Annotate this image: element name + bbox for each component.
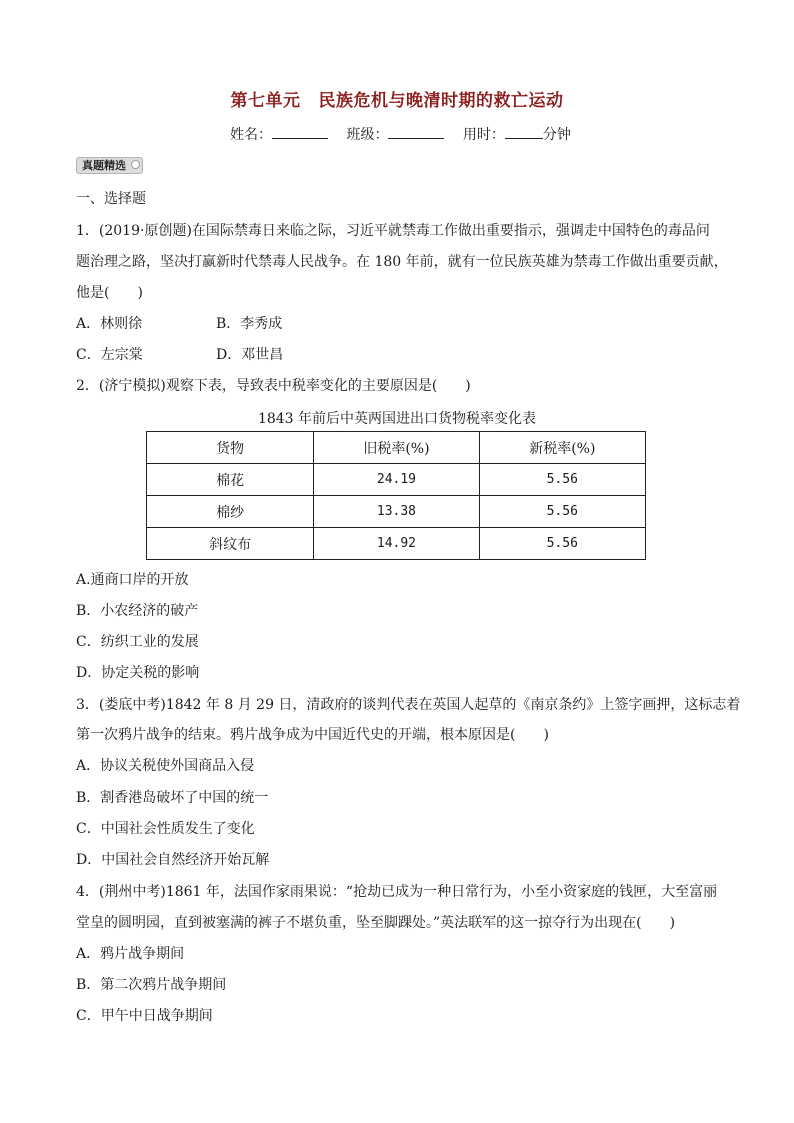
q3-option-a: A．协议关税使外国商品入侵 — [76, 758, 255, 774]
table-cell-old-rate: 14.92 — [314, 528, 479, 560]
q2-option-b: B．小农经济的破产 — [76, 603, 199, 619]
table-cell-new-rate: 5.56 — [479, 528, 645, 560]
q4-option-c: C．甲午中日战争期间 — [76, 1008, 213, 1024]
q3-stem-line1: 3．(娄底中考)1842 年 8 月 29 日，清政府的谈判代表在英国人起草的《南京条约》上签字画押，这标志着 — [76, 697, 741, 713]
badge-dot-icon — [131, 160, 140, 169]
section-heading: 一、选择题 — [76, 191, 146, 207]
q1-option-d: D．邓世昌 — [216, 347, 284, 363]
table-row — [147, 464, 646, 496]
time-unit: 分钟 — [542, 127, 571, 143]
student-info — [230, 124, 585, 144]
table-title: 1843 年前后中英两国进出口货物税率变化表 — [257, 411, 537, 427]
title-unit: 第七单元 — [230, 91, 301, 111]
q4-option-a: A．鸦片战争期间 — [76, 946, 185, 962]
time-blank — [505, 124, 543, 139]
q2-option-d: D．协定关税的影响 — [76, 665, 200, 681]
table-cell-new-rate: 5.56 — [479, 496, 645, 528]
table-row — [147, 528, 646, 560]
q1-stem-line3: 他是( ) — [76, 285, 143, 301]
q2-option-a: A.通商口岸的开放 — [76, 572, 189, 588]
q1-option-b: B．李秀成 — [216, 316, 283, 332]
column-header-goods: 货物 — [147, 432, 314, 464]
class-blank — [388, 124, 444, 139]
table-cell-goods: 棉花 — [147, 464, 314, 496]
name-label: 姓名： — [230, 127, 272, 143]
table-cell-goods: 棉纱 — [147, 496, 314, 528]
title-main: 民族危机与晚清时期的救亡运动 — [318, 91, 564, 111]
q2-stem: 2．(济宁模拟)观察下表，导致表中税率变化的主要原因是( ) — [76, 378, 471, 394]
q4-stem-line2: 堂皇的圆明园，直到被塞满的裤子不堪负重，坠至脚踝处。”英法联军的这一掠夺行为出现在( ) — [76, 915, 676, 931]
section-badge — [76, 157, 143, 174]
column-header-new-rate: 新税率(%) — [479, 432, 645, 464]
q1-stem-line1: 1．(2019·原创题)在国际禁毒日来临之际，习近平就禁毒工作做出重要指示，强调走中国特色的毒品问 — [76, 223, 710, 239]
q1-option-c: C．左宗棠 — [76, 347, 143, 363]
page-title — [0, 86, 794, 111]
q1-option-a: A．林则徐 — [76, 316, 143, 332]
name-blank — [272, 124, 328, 139]
column-header-old-rate: 旧税率(%) — [314, 432, 479, 464]
q3-option-c: C．中国社会性质发生了变化 — [76, 821, 255, 837]
q3-option-d: D．中国社会自然经济开始瓦解 — [76, 852, 270, 868]
badge-label: 真题精选 — [82, 159, 126, 172]
q1-stem-line2: 题治理之路，坚决打赢新时代禁毒人民战争。在 180 年前，就有一位民族英雄为禁毒工作做出重要贡献， — [76, 254, 728, 270]
q2-option-c: C．纺织工业的发展 — [76, 634, 199, 650]
table-cell-goods: 斜纹布 — [147, 528, 314, 560]
q3-stem-line2: 第一次鸦片战争的结束。鸦片战争成为中国近代史的开端，根本原因是( ) — [76, 727, 549, 743]
table-cell-new-rate: 5.56 — [479, 464, 645, 496]
time-label: 用时： — [462, 127, 505, 143]
tax-rate-table — [146, 431, 646, 560]
class-label: 班级： — [346, 127, 389, 143]
table-cell-old-rate: 13.38 — [314, 496, 479, 528]
table-row — [147, 496, 646, 528]
q4-stem-line1: 4．(荆州中考)1861 年，法国作家雨果说：“抢劫已成为一种日常行为，小至小资家庭的钱匣，大至富丽 — [76, 884, 718, 900]
q4-option-b: B．第二次鸦片战争期间 — [76, 977, 227, 993]
q3-option-b: B．割香港岛破坏了中国的统一 — [76, 790, 269, 806]
table-cell-old-rate: 24.19 — [314, 464, 479, 496]
table-header-row — [147, 432, 646, 464]
